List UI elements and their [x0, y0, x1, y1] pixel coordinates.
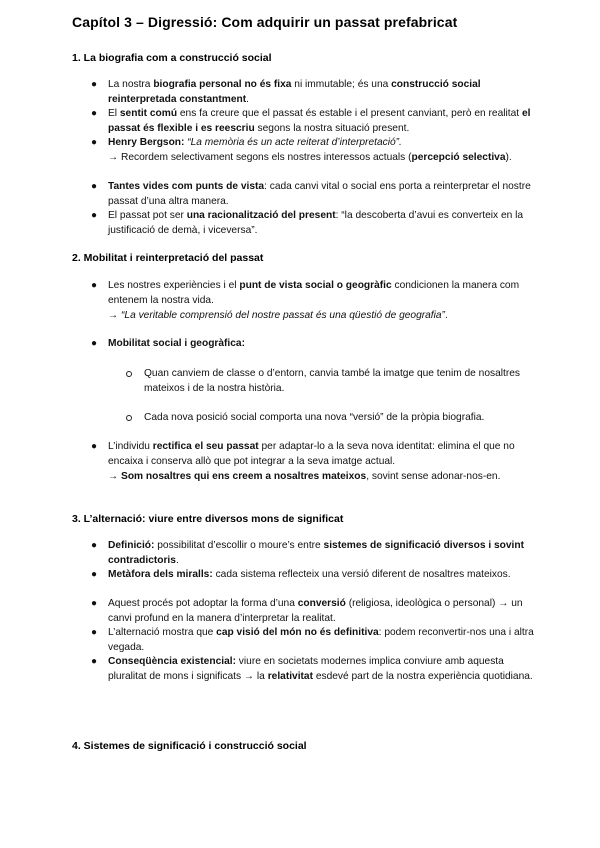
bullet-icon: ●	[91, 627, 98, 638]
list-item: ● Aquest procés pot adoptar la forma d’una conversió (religiosa, ideològica o personal) → un canvi profund en la manera d’interpretar la realitat.	[91, 598, 523, 624]
hollow-bullet-icon	[126, 415, 132, 421]
list-item: ● Tantes vides com punts de vista: cada canvi vital o social ens porta a reinterpretar el nostre passat d’una altra manera.	[91, 181, 531, 207]
list-item: ● El passat pot ser una racionalització del present: “la descoberta d’avui es converteix en la justificació de demà, i viceversa”.	[91, 210, 524, 236]
bullet-icon: ●	[91, 441, 98, 452]
section-heading-3: 3. L’alternació: viure entre diversos mons de significat	[72, 513, 344, 525]
bullet-icon: ●	[91, 540, 98, 551]
list-item: ● L’alternació mostra que cap visió del món no és definitiva: podem reconvertir-nos una i altra vegada.	[91, 627, 534, 653]
list-item: ● Mobilitat social i geogràfica:	[91, 338, 245, 349]
bullet-icon: ●	[91, 108, 98, 119]
sub-list-item: Cada nova posició social comporta una nova “versió” de la pròpia biografia.	[144, 410, 534, 425]
section-heading-2: 2. Mobilitat i reinterpretació del passat	[72, 252, 264, 264]
sub-list-item: Quan canviem de classe o d’entorn, canvia també la imatge que tenim de nosaltres mateixos i de la nostra història.	[144, 366, 534, 396]
list-item: ● El sentit comú ens fa creure que el passat és estable i el present canviant, però en realitat el passat és flexible i es reescriu segons la nostra situació present.	[91, 108, 531, 134]
bullet-icon: ●	[91, 598, 98, 609]
bullet-icon: ●	[91, 79, 98, 90]
list-item: ● L’individu rectifica el seu passat per adaptar-lo a la seva nova identitat: elimina el que no encaixa i conserva allò que pot integrar a la seva imatge actual. → Som nosaltres qui ens creem a nosaltres mateixos, sovint sense adonar-nos-en.	[91, 441, 515, 482]
list-item: ● Henry Bergson: “La memòria és un acte reiterat d’interpretació”. → Recordem selectivament segons els nostres interessos actuals (percepció selectiva).	[91, 137, 512, 163]
section-heading-4: 4. Sistemes de significació i construcció social	[72, 740, 307, 752]
list-item: ● Definició: possibilitat d’escollir o moure’s entre sistemes de significació diversos i sovint contradictoris.	[91, 540, 524, 566]
page-title: Capítol 3 – Digressió: Com adquirir un passat prefabricat	[72, 14, 458, 30]
bullet-icon: ●	[91, 137, 98, 148]
bullet-icon: ●	[91, 656, 98, 667]
bullet-icon: ●	[91, 210, 98, 221]
bullet-icon: ●	[91, 569, 98, 580]
list-item: ● La nostra biografia personal no és fixa ni immutable; és una construcció social reinterpretada constantment.	[91, 79, 481, 105]
section-heading-1: 1. La biografia com a construcció social	[72, 52, 272, 64]
hollow-bullet-icon	[126, 371, 132, 377]
list-item: ● Conseqüència existencial: viure en societats modernes implica conviure amb aquesta pluralitat de mons i significats → la relativitat esdevé part de la nostra experiència quotidiana.	[91, 656, 533, 682]
bullet-icon: ●	[91, 338, 98, 349]
bullet-icon: ●	[91, 280, 98, 291]
list-item: ● Metàfora dels miralls: cada sistema reflecteix una versió diferent de nosaltres mateixos.	[91, 569, 511, 580]
bullet-icon: ●	[91, 181, 98, 192]
list-item: ● Les nostres experiències i el punt de vista social o geogràfic condicionen la manera com entenem la nostra vida. → “La veritable comprensió del nostre passat és una qüestió de geografia”.	[91, 280, 520, 321]
